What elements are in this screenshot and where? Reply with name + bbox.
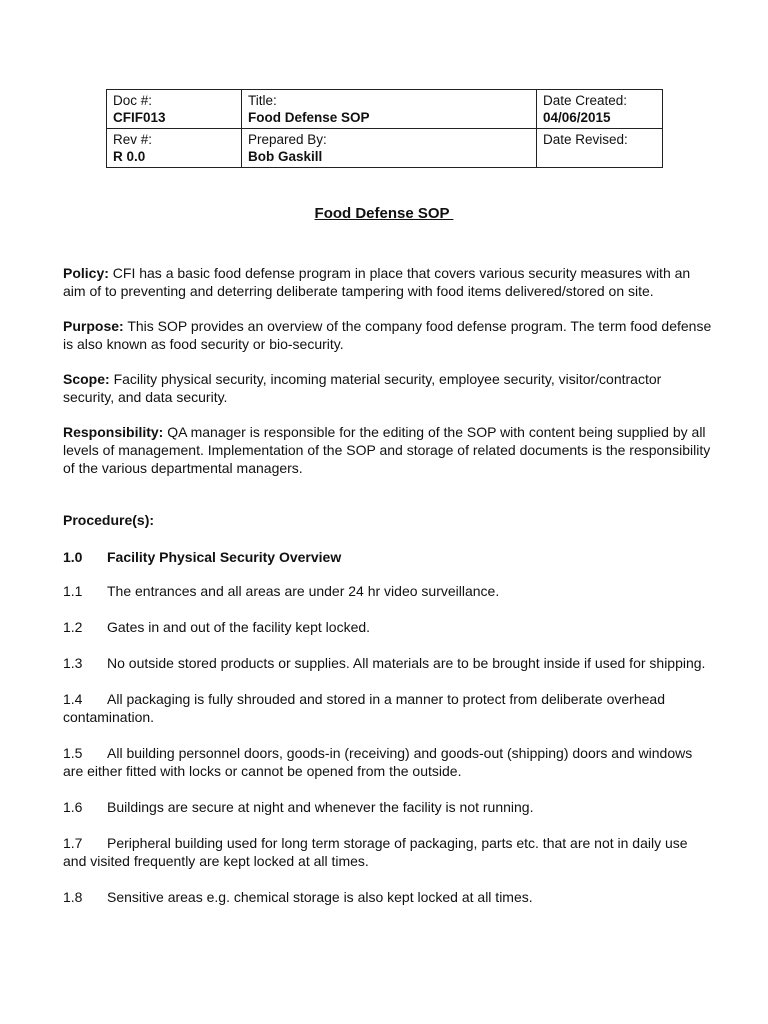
date-created-label: Date Created: <box>543 93 628 108</box>
procedure-item-text: All building personnel doors, goods-in (receiving) and goods-out (shipping) doors and windows are either fitted with locks or cannot be opened from the outside. <box>63 745 693 779</box>
document-header-table <box>106 89 663 168</box>
scope-paragraph <box>63 370 713 406</box>
procedures-heading: Procedure(s): <box>63 512 155 528</box>
scope-text: Facility physical security, incoming material security, employee security, visitor/contractor security, and data security. <box>63 371 662 405</box>
date-revised-cell <box>537 129 663 168</box>
rev-number-cell <box>107 129 242 168</box>
procedure-item-text: Peripheral building used for long term storage of packaging, parts etc. that are not in daily use and visited frequently are kept locked at all times. <box>63 835 688 869</box>
procedure-item-number: 1.7 <box>63 835 83 851</box>
doc-number-label: Doc #: <box>113 93 153 108</box>
procedure-item-text: All packaging is fully shrouded and stored in a manner to protect from deliberate overhead contamination. <box>63 691 665 725</box>
document-title <box>0 205 768 222</box>
procedure-item <box>63 888 713 906</box>
procedure-item-text: Sensitive areas e.g. chemical storage is also kept locked at all times. <box>107 889 533 905</box>
doc-number-cell <box>107 90 242 129</box>
procedure-item-number: 1.3 <box>63 655 83 671</box>
prepared-by-value: Bob Gaskill <box>248 149 323 164</box>
rev-number-label: Rev #: <box>113 132 153 147</box>
responsibility-paragraph <box>63 423 713 477</box>
procedure-item-number: 1.1 <box>63 583 83 599</box>
section-heading <box>63 548 713 566</box>
purpose-label: Purpose: <box>63 318 124 334</box>
procedure-item-text: The entrances and all areas are under 24 hr video surveillance. <box>107 583 500 599</box>
procedure-item <box>63 690 713 726</box>
document-body <box>63 264 713 924</box>
doc-number-value: CFIF013 <box>113 110 166 125</box>
policy-text: CFI has a basic food defense program in place that covers various security measures with an aim of to preventing and deterring deliberate tampering with food items delivered/stored on site. <box>63 265 691 299</box>
title-label: Title: <box>248 93 277 108</box>
responsibility-text: QA manager is responsible for the editing of the SOP with content being supplied by all levels of management. Implementation of the SOP and storage of related documents is the responsibility of the various departmental managers. <box>63 424 711 476</box>
prepared-by-label: Prepared By: <box>248 132 327 147</box>
rev-number-value: R 0.0 <box>113 149 146 164</box>
procedure-item <box>63 744 713 780</box>
procedure-item-number: 1.4 <box>63 691 83 707</box>
procedure-item <box>63 582 713 600</box>
date-created-value: 04/06/2015 <box>543 110 611 125</box>
procedure-item <box>63 834 713 870</box>
scope-label: Scope: <box>63 371 110 387</box>
policy-paragraph <box>63 264 713 300</box>
document-title-text: Food Defense SOP <box>314 205 454 222</box>
purpose-paragraph <box>63 317 713 353</box>
prepared-by-cell <box>242 129 537 168</box>
procedure-item <box>63 654 713 672</box>
procedure-item-text: No outside stored products or supplies. All materials are to be brought inside if used for shipping. <box>107 655 706 671</box>
header-row-1 <box>107 90 663 129</box>
procedure-item-number: 1.8 <box>63 889 83 905</box>
date-created-cell <box>537 90 663 129</box>
title-cell <box>242 90 537 129</box>
procedure-item-number: 1.5 <box>63 745 83 761</box>
section-title: Facility Physical Security Overview <box>107 549 342 565</box>
procedure-item-number: 1.2 <box>63 619 83 635</box>
section-number: 1.0 <box>63 549 83 565</box>
responsibility-label: Responsibility: <box>63 424 164 440</box>
title-value: Food Defense SOP <box>248 110 370 125</box>
procedure-item-number: 1.6 <box>63 799 83 815</box>
procedure-item <box>63 798 713 816</box>
date-revised-label: Date Revised: <box>543 132 628 147</box>
procedure-item-text: Gates in and out of the facility kept locked. <box>107 619 371 635</box>
header-row-2 <box>107 129 663 168</box>
policy-label: Policy: <box>63 265 109 281</box>
procedure-item <box>63 618 713 636</box>
procedure-item-text: Buildings are secure at night and whenever the facility is not running. <box>107 799 534 815</box>
purpose-text: This SOP provides an overview of the company food defense program. The term food defense is also known as food security or bio-security. <box>63 318 712 352</box>
